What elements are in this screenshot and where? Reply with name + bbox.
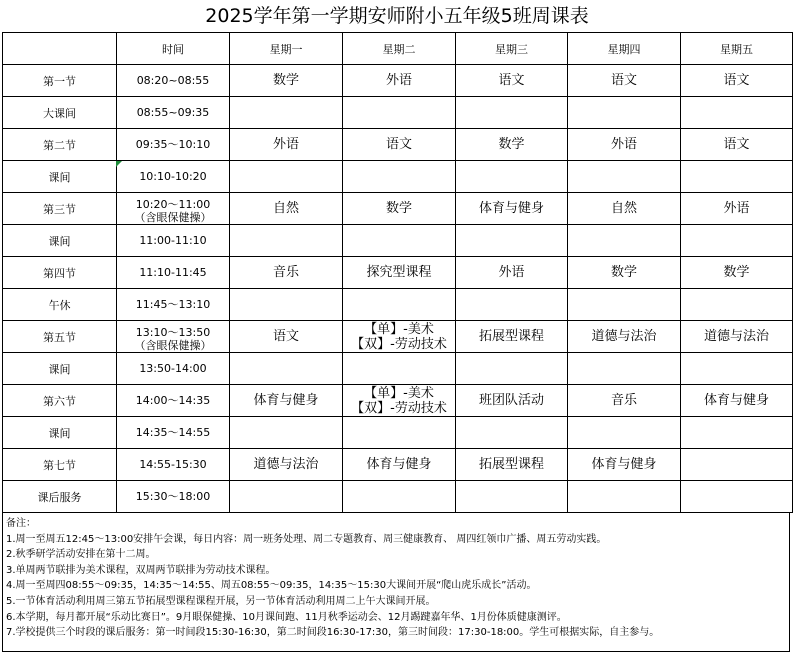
subject-text: 拓展型课程: [478, 457, 544, 472]
period-time: [117, 417, 230, 449]
subject-text: 语文: [385, 137, 412, 152]
subject-cell: [230, 129, 343, 161]
period-label: 课间: [3, 225, 117, 257]
period-label: 课后服务: [3, 481, 117, 513]
subject-text: 【双】-劳动技术: [351, 400, 447, 416]
period-label: 午休: [3, 289, 117, 321]
period-time: [117, 65, 230, 97]
subject-cell: [456, 417, 568, 449]
subject-cell: [230, 289, 343, 321]
subject-cell: [343, 97, 456, 129]
note-line: 5.一节体育活动利用周三第五节拓展型课程课程开展，另一节体育活动利用周二上午大课间开展。: [6, 595, 436, 607]
header-day: 星期一: [230, 33, 343, 65]
period-label: 第七节: [3, 449, 117, 481]
period-time: [117, 481, 230, 513]
notes-box: [2, 512, 790, 652]
subject-cell: [230, 161, 343, 193]
time-text: 11:00-11:10: [139, 234, 207, 247]
subject-cell: [681, 353, 793, 385]
subject-text: 班团队活动: [478, 393, 544, 408]
header-corner: [3, 33, 117, 65]
subject-cell: [343, 385, 456, 417]
subject-cell: [568, 257, 681, 289]
subject-cell: [456, 481, 568, 513]
subject-cell: [343, 225, 456, 257]
subject-cell: [568, 481, 681, 513]
subject-text: 体育与健身: [253, 393, 319, 408]
header-day: 星期三: [456, 33, 568, 65]
note-line: 7.学校提供三个时段的课后服务：第一时间段15:30-16:30，第二时间段16:30-17:30，第三时间段：17:30-18:00。学生可根据实际，自主参与。: [6, 627, 660, 639]
time-text: 15:30～18:00: [135, 490, 211, 503]
subject-text: 拓展型课程: [478, 329, 544, 344]
note-line: 4.周一至周四08:55～09:35，14:35～14:55、周五08:55～09:35，14:35～15:30大课间开展“爬山虎乐成长”活动。: [6, 580, 537, 592]
subject-text: 数学: [498, 137, 525, 152]
period-label: 第一节: [3, 65, 117, 97]
subject-text: 语文: [723, 137, 750, 152]
subject-text: 自然: [272, 201, 299, 216]
subject-cell: [343, 193, 456, 225]
time-text: 14:55-15:30: [139, 458, 207, 471]
subject-cell: [568, 385, 681, 417]
subject-text: 【单】-美术: [364, 321, 434, 337]
period-time: [117, 257, 230, 289]
subject-cell: [230, 353, 343, 385]
period-label: 课间: [3, 353, 117, 385]
subject-cell: [681, 161, 793, 193]
header-day: 星期四: [568, 33, 681, 65]
subject-text: 音乐: [610, 393, 637, 408]
time-text: 13:50-14:00: [139, 362, 207, 375]
subject-cell: [568, 129, 681, 161]
table-row: [3, 417, 793, 449]
subject-cell: [568, 65, 681, 97]
table-row: [3, 193, 793, 225]
subject-text: 外语: [723, 201, 750, 216]
subject-cell: [343, 417, 456, 449]
subject-text: 语文: [610, 73, 637, 88]
time-text: 14:35～14:55: [135, 426, 211, 439]
table-row: [3, 129, 793, 161]
period-time: [117, 385, 230, 417]
subject-text: 道德与法治: [703, 329, 769, 344]
note-line: 2.秋季研学活动安排在第十二周。: [6, 549, 156, 561]
note-line: 1.周一至周五12:45～13:00安排午会课，每日内容：周一班务处理、周二专题教育、周三健康教育、 周四红领巾广播、周五劳动实践。: [6, 533, 607, 545]
subject-cell: [568, 353, 681, 385]
time-text: 10:10-10:20: [139, 170, 207, 183]
period-label: 课间: [3, 417, 117, 449]
period-time: [117, 161, 230, 193]
time-text: 09:35～10:10: [135, 138, 211, 151]
subject-cell: [456, 129, 568, 161]
subject-cell: [681, 289, 793, 321]
period-time: [117, 449, 230, 481]
subject-cell: [681, 481, 793, 513]
period-time: [117, 129, 230, 161]
time-text: 08:20~08:55: [136, 74, 210, 87]
period-time: [117, 225, 230, 257]
subject-cell: [230, 449, 343, 481]
period-time: [117, 97, 230, 129]
period-time: [117, 193, 230, 225]
table-row: [3, 385, 793, 417]
time-text: 13:10～13:50: [135, 325, 211, 339]
time-text: （含眼保健操）: [134, 210, 212, 224]
period-time: [117, 289, 230, 321]
subject-cell: [568, 193, 681, 225]
subject-cell: [230, 257, 343, 289]
period-time: [117, 321, 230, 353]
time-text: 11:10-11:45: [139, 266, 207, 279]
time-text: 10:20～11:00: [135, 197, 211, 211]
time-text: 14:00～14:35: [135, 394, 211, 407]
subject-text: 体育与健身: [591, 457, 657, 472]
subject-cell: [230, 97, 343, 129]
subject-cell: [456, 353, 568, 385]
subject-text: 探究型课程: [366, 265, 432, 280]
subject-text: 道德与法治: [253, 457, 319, 472]
subject-cell: [681, 321, 793, 353]
period-label: 大课间: [3, 97, 117, 129]
subject-cell: [568, 225, 681, 257]
subject-text: 体育与健身: [366, 457, 432, 472]
header-time: 时间: [117, 33, 230, 65]
table-row: [3, 97, 793, 129]
subject-cell: [343, 481, 456, 513]
subject-cell: [230, 225, 343, 257]
subject-text: 数学: [610, 265, 637, 280]
table-row: [3, 353, 793, 385]
time-text: （含眼保健操）: [134, 338, 212, 352]
subject-cell: [343, 353, 456, 385]
subject-cell: [343, 289, 456, 321]
subject-cell: [568, 289, 681, 321]
subject-text: 体育与健身: [478, 201, 544, 216]
subject-cell: [343, 449, 456, 481]
subject-cell: [681, 65, 793, 97]
subject-text: 【双】-劳动技术: [351, 336, 447, 352]
subject-cell: [456, 65, 568, 97]
table-row: [3, 257, 793, 289]
subject-cell: [456, 449, 568, 481]
subject-cell: [568, 321, 681, 353]
note-line: 3.单周两节联排为美术课程，双周两节联排为劳动技术课程。: [6, 564, 276, 576]
table-row: [3, 449, 793, 481]
subject-cell: [456, 225, 568, 257]
subject-cell: [343, 65, 456, 97]
subject-cell: [456, 289, 568, 321]
subject-cell: [343, 129, 456, 161]
subject-text: 自然: [610, 201, 637, 216]
subject-text: 外语: [610, 137, 637, 152]
page-title: 2025学年第一学期安师附小五年级5班周课表: [205, 5, 589, 27]
subject-text: 体育与健身: [703, 393, 769, 408]
subject-cell: [456, 385, 568, 417]
subject-cell: [681, 129, 793, 161]
subject-cell: [230, 385, 343, 417]
note-line: 6.本学期，每月都开展“乐动比赛日”。9月眼保健操、10月课间跑、11月秋季运动会、12月踢踺嘉年华、1月份体质健康测评。: [6, 611, 567, 623]
subject-text: 外语: [498, 265, 525, 280]
subject-text: 语文: [272, 329, 299, 344]
subject-cell: [681, 97, 793, 129]
subject-cell: [230, 321, 343, 353]
subject-cell: [343, 321, 456, 353]
subject-cell: [456, 97, 568, 129]
subject-cell: [343, 257, 456, 289]
subject-cell: [456, 193, 568, 225]
time-text: 11:45～13:10: [135, 298, 211, 311]
table-row: [3, 65, 793, 97]
subject-cell: [230, 193, 343, 225]
subject-cell: [456, 321, 568, 353]
subject-cell: [456, 161, 568, 193]
subject-text: 语文: [498, 73, 525, 88]
period-time: [117, 353, 230, 385]
subject-cell: [681, 193, 793, 225]
subject-text: 【单】-美术: [364, 385, 434, 401]
subject-cell: [230, 417, 343, 449]
subject-cell: [681, 449, 793, 481]
subject-cell: [681, 225, 793, 257]
subject-cell: [456, 257, 568, 289]
subject-cell: [568, 161, 681, 193]
subject-text: 外语: [272, 137, 299, 152]
header-day: 星期五: [681, 33, 793, 65]
subject-cell: [230, 481, 343, 513]
header-day: 星期二: [343, 33, 456, 65]
period-label: 第二节: [3, 129, 117, 161]
subject-cell: [681, 417, 793, 449]
period-label: 第四节: [3, 257, 117, 289]
subject-cell: [568, 449, 681, 481]
notes-heading: 备注：: [6, 518, 36, 529]
subject-text: 道德与法治: [591, 329, 657, 344]
table-row: [3, 321, 793, 353]
subject-cell: [230, 65, 343, 97]
subject-cell: [343, 161, 456, 193]
subject-text: 数学: [272, 73, 299, 88]
table-row: [3, 225, 793, 257]
subject-cell: [681, 257, 793, 289]
period-label: 第五节: [3, 321, 117, 353]
subject-text: 外语: [385, 73, 412, 88]
subject-cell: [568, 417, 681, 449]
subject-text: 语文: [723, 73, 750, 88]
subject-text: 数学: [385, 201, 412, 216]
time-text: 08:55~09:35: [136, 106, 210, 119]
cell-comment-marker: [116, 161, 122, 167]
table-row: [3, 481, 793, 513]
subject-text: 音乐: [272, 265, 299, 280]
period-label: 第六节: [3, 385, 117, 417]
period-label: 第三节: [3, 193, 117, 225]
period-label: 课间: [3, 161, 117, 193]
subject-cell: [568, 97, 681, 129]
schedule-table: [2, 32, 793, 513]
subject-text: 数学: [723, 265, 750, 280]
header-row: [3, 33, 793, 65]
subject-cell: [681, 385, 793, 417]
table-row: [3, 289, 793, 321]
